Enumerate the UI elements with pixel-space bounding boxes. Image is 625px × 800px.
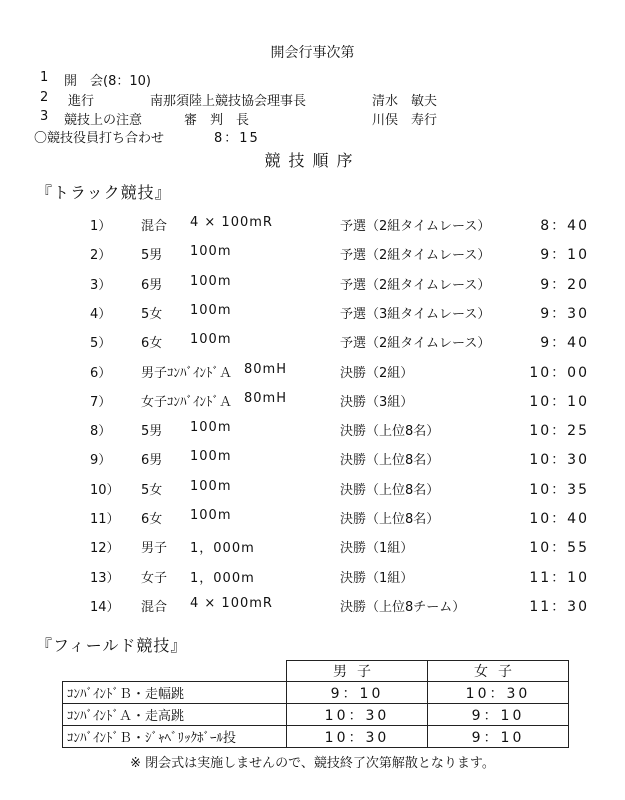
- document-title: 開会行事次第: [270, 45, 355, 61]
- ceremony-label-3: 競技上の注意: [64, 113, 143, 128]
- track-distance: 100m: [190, 420, 232, 435]
- track-round: 決勝（上位8名）: [340, 512, 440, 527]
- field-header-girls: 女子: [428, 661, 569, 682]
- officials-meeting-label: 〇競技役員打ち合わせ: [34, 131, 165, 146]
- track-row: [0, 215, 625, 235]
- track-category: 6男: [141, 453, 163, 468]
- field-time-boys: 10：30: [287, 704, 428, 726]
- field-time-girls: 10：30: [428, 682, 569, 704]
- track-num: 14）: [90, 600, 120, 615]
- track-category: 混合: [141, 219, 168, 234]
- ceremony-person-3: 川俣 寿行: [372, 113, 438, 128]
- ceremony-num-3: 3: [40, 109, 49, 124]
- track-row: [0, 596, 625, 616]
- track-time: 11：10: [529, 570, 589, 586]
- ceremony-num-2: 2: [40, 90, 49, 105]
- track-distance: 100m: [190, 274, 232, 289]
- track-category: 女子ｺﾝﾊﾞｲﾝﾄﾞＡ: [141, 395, 233, 410]
- track-distance: 100m: [190, 479, 232, 494]
- field-row: [63, 704, 569, 726]
- track-round: 決勝（上位8チーム）: [340, 600, 466, 615]
- track-row: [0, 303, 625, 323]
- track-row: [0, 537, 625, 557]
- track-distance: 4 × 100mR: [190, 215, 273, 230]
- track-category: 5男: [141, 248, 163, 263]
- track-time: 10：25: [529, 423, 589, 439]
- track-num: 7）: [90, 395, 112, 410]
- track-round: 予選（2組タイムレース）: [340, 219, 491, 234]
- field-header-row: [63, 661, 569, 682]
- track-round: 予選（2組タイムレース）: [340, 336, 491, 351]
- track-time: 10：00: [529, 365, 589, 381]
- track-num: 9）: [90, 453, 112, 468]
- track-category: 5女: [141, 483, 163, 498]
- track-round: 決勝（上位8名）: [340, 424, 440, 439]
- track-distance: 100m: [190, 508, 232, 523]
- track-row: [0, 449, 625, 469]
- track-round: 決勝（上位8名）: [340, 453, 440, 468]
- field-header-boys: 男子: [287, 661, 428, 682]
- track-distance: 100m: [190, 332, 232, 347]
- track-time: 10：40: [529, 511, 589, 527]
- track-distance: 80mH: [244, 391, 287, 406]
- field-time-girls: 9：10: [428, 726, 569, 748]
- track-category: 5男: [141, 424, 163, 439]
- track-row: [0, 362, 625, 382]
- track-category: 男子ｺﾝﾊﾞｲﾝﾄﾞＡ: [141, 366, 233, 381]
- track-distance: 1，000m: [190, 541, 255, 556]
- closing-note: ※ 閉会式は実施しませんので、競技終了次第解散となります。: [130, 756, 495, 771]
- track-category: 6男: [141, 278, 163, 293]
- track-distance: 100m: [190, 244, 232, 259]
- ceremony-detail-2: 南那須陸上競技協会理事長: [150, 94, 307, 109]
- track-time: 9：30: [540, 306, 589, 322]
- ceremony-label-2: 進行: [68, 94, 95, 109]
- field-event: ｺﾝﾊﾞｲﾝﾄﾞＢ・走幅跳: [63, 682, 287, 704]
- field-row: [63, 726, 569, 748]
- field-header-blank: [63, 661, 287, 682]
- track-time: 11：30: [529, 599, 589, 615]
- track-category: 5女: [141, 307, 163, 322]
- track-category: 女子: [141, 571, 168, 586]
- track-row: [0, 479, 625, 499]
- field-event: ｺﾝﾊﾞｲﾝﾄﾞＢ・ｼﾞｬﾍﾞﾘｯｸﾎﾞｰﾙ投: [63, 726, 287, 748]
- track-time: 9：10: [540, 247, 589, 263]
- track-row: [0, 274, 625, 294]
- track-row: [0, 244, 625, 264]
- track-round: 決勝（1組）: [340, 571, 414, 586]
- track-round: 決勝（1組）: [340, 541, 414, 556]
- track-distance: 1，000m: [190, 571, 255, 586]
- track-distance: 100m: [190, 449, 232, 464]
- ceremony-person-2: 清水 敏夫: [372, 94, 438, 109]
- track-distance: 100m: [190, 303, 232, 318]
- track-category: 男子: [141, 541, 168, 556]
- field-heading: 『フィールド競技』: [36, 636, 188, 655]
- track-time: 9：20: [540, 277, 589, 293]
- track-row: [0, 332, 625, 352]
- field-row: [63, 682, 569, 704]
- officials-meeting-time: 8：15: [214, 131, 260, 146]
- track-round: 決勝（3組）: [340, 395, 414, 410]
- track-time: 10：55: [529, 540, 589, 556]
- track-num: 1）: [90, 219, 112, 234]
- track-row: [0, 567, 625, 587]
- track-time: 10：30: [529, 452, 589, 468]
- field-table: [62, 660, 569, 748]
- track-category: 6女: [141, 512, 163, 527]
- ceremony-detail-3: 審 判 長: [184, 113, 250, 128]
- track-round: 予選（2組タイムレース）: [340, 248, 491, 263]
- track-num: 13）: [90, 571, 120, 586]
- track-num: 10）: [90, 483, 120, 498]
- track-distance: 80mH: [244, 362, 287, 377]
- track-num: 4）: [90, 307, 112, 322]
- ceremony-label-1: 開 会(8：10): [64, 74, 151, 89]
- track-round: 予選（2組タイムレース）: [340, 278, 491, 293]
- track-round: 決勝（上位8名）: [340, 483, 440, 498]
- field-time-boys: 10：30: [287, 726, 428, 748]
- track-heading: 『トラック競技』: [36, 183, 172, 202]
- track-time: 9：40: [540, 335, 589, 351]
- program-title: 競技順序: [264, 151, 361, 170]
- field-event: ｺﾝﾊﾞｲﾝﾄﾞＡ・走高跳: [63, 704, 287, 726]
- track-time: 10：35: [529, 482, 589, 498]
- track-category: 混合: [141, 600, 168, 615]
- track-time: 10：10: [529, 394, 589, 410]
- track-num: 3）: [90, 278, 112, 293]
- field-time-boys: 9：10: [287, 682, 428, 704]
- track-num: 6）: [90, 366, 112, 381]
- track-row: [0, 420, 625, 440]
- field-time-girls: 9：10: [428, 704, 569, 726]
- track-round: 決勝（2組）: [340, 366, 414, 381]
- track-row: [0, 508, 625, 528]
- track-num: 12）: [90, 541, 120, 556]
- track-num: 2）: [90, 248, 112, 263]
- ceremony-num-1: 1: [40, 70, 49, 85]
- track-num: 8）: [90, 424, 112, 439]
- track-num: 5）: [90, 336, 112, 351]
- track-round: 予選（3組タイムレース）: [340, 307, 491, 322]
- track-category: 6女: [141, 336, 163, 351]
- track-row: [0, 391, 625, 411]
- track-time: 8：40: [540, 218, 589, 234]
- track-num: 11）: [90, 512, 120, 527]
- track-distance: 4 × 100mR: [190, 596, 273, 611]
